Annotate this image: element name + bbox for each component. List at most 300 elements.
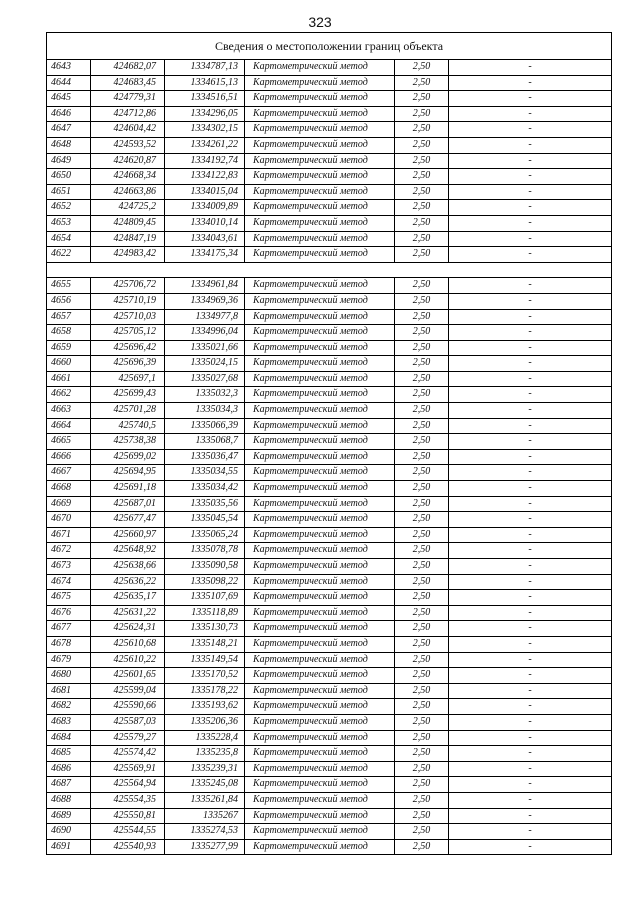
coord-y-cell: 1334015,04 xyxy=(165,184,245,200)
table-row xyxy=(47,340,612,356)
point-number-cell: 4650 xyxy=(47,169,91,185)
note-cell: - xyxy=(449,200,612,216)
coord-x-cell: 424620,87 xyxy=(91,153,165,169)
note-cell: - xyxy=(449,699,612,715)
point-number-cell: 4689 xyxy=(47,808,91,824)
table-row xyxy=(47,714,612,730)
note-cell: - xyxy=(449,683,612,699)
coord-x-cell: 425697,1 xyxy=(91,371,165,387)
point-number-cell: 4622 xyxy=(47,247,91,263)
method-cell: Картометрический метод xyxy=(245,683,395,699)
point-number-cell: 4691 xyxy=(47,839,91,855)
table-row xyxy=(47,512,612,528)
accuracy-cell: 2,50 xyxy=(395,714,449,730)
method-cell: Картометрический метод xyxy=(245,714,395,730)
accuracy-cell: 2,50 xyxy=(395,215,449,231)
note-cell: - xyxy=(449,839,612,855)
method-cell: Картометрический метод xyxy=(245,527,395,543)
point-number-cell: 4660 xyxy=(47,356,91,372)
table-row xyxy=(47,808,612,824)
method-cell: Картометрический метод xyxy=(245,621,395,637)
coord-y-cell: 1334787,13 xyxy=(165,60,245,76)
method-cell: Картометрический метод xyxy=(245,559,395,575)
table-title: Сведения о местоположении границ объекта xyxy=(47,33,612,60)
table-row xyxy=(47,215,612,231)
table-row xyxy=(47,792,612,808)
accuracy-cell: 2,50 xyxy=(395,574,449,590)
accuracy-cell: 2,50 xyxy=(395,309,449,325)
point-number-cell: 4646 xyxy=(47,106,91,122)
point-number-cell: 4662 xyxy=(47,387,91,403)
accuracy-cell: 2,50 xyxy=(395,75,449,91)
coord-x-cell: 425705,12 xyxy=(91,325,165,341)
table-row xyxy=(47,153,612,169)
table-row xyxy=(47,449,612,465)
coord-y-cell: 1335277,99 xyxy=(165,839,245,855)
coord-x-cell: 425660,97 xyxy=(91,527,165,543)
coord-x-cell: 425738,38 xyxy=(91,434,165,450)
method-cell: Картометрический метод xyxy=(245,153,395,169)
note-cell: - xyxy=(449,512,612,528)
table-row xyxy=(47,496,612,512)
table-row xyxy=(47,465,612,481)
coord-x-cell: 424712,86 xyxy=(91,106,165,122)
coord-x-cell: 425699,43 xyxy=(91,387,165,403)
method-cell: Картометрический метод xyxy=(245,636,395,652)
table-row xyxy=(47,231,612,247)
coord-x-cell: 425740,5 xyxy=(91,418,165,434)
note-cell: - xyxy=(449,496,612,512)
coord-y-cell: 1335239,31 xyxy=(165,761,245,777)
table-row xyxy=(47,590,612,606)
table-row xyxy=(47,559,612,575)
note-cell: - xyxy=(449,792,612,808)
note-cell: - xyxy=(449,91,612,107)
note-cell: - xyxy=(449,543,612,559)
table-row xyxy=(47,325,612,341)
table-row xyxy=(47,761,612,777)
accuracy-cell: 2,50 xyxy=(395,792,449,808)
note-cell: - xyxy=(449,325,612,341)
note-cell: - xyxy=(449,340,612,356)
table-row xyxy=(47,122,612,138)
method-cell: Картометрический метод xyxy=(245,418,395,434)
point-number-cell: 4680 xyxy=(47,668,91,684)
coord-y-cell: 1335118,89 xyxy=(165,605,245,621)
method-cell: Картометрический метод xyxy=(245,839,395,855)
method-cell: Картометрический метод xyxy=(245,231,395,247)
accuracy-cell: 2,50 xyxy=(395,652,449,668)
accuracy-cell: 2,50 xyxy=(395,371,449,387)
method-cell: Картометрический метод xyxy=(245,200,395,216)
note-cell: - xyxy=(449,231,612,247)
point-number-cell: 4656 xyxy=(47,293,91,309)
accuracy-cell: 2,50 xyxy=(395,465,449,481)
table-row xyxy=(47,403,612,419)
coord-x-cell: 425540,93 xyxy=(91,839,165,855)
point-number-cell: 4672 xyxy=(47,543,91,559)
coord-y-cell: 1335045,54 xyxy=(165,512,245,528)
point-number-cell: 4647 xyxy=(47,122,91,138)
coord-y-cell: 1335066,39 xyxy=(165,418,245,434)
accuracy-cell: 2,50 xyxy=(395,60,449,76)
method-cell: Картометрический метод xyxy=(245,730,395,746)
table-row xyxy=(47,356,612,372)
table-row xyxy=(47,777,612,793)
accuracy-cell: 2,50 xyxy=(395,824,449,840)
coord-x-cell: 425710,19 xyxy=(91,293,165,309)
method-cell: Картометрический метод xyxy=(245,340,395,356)
point-number-cell: 4657 xyxy=(47,309,91,325)
accuracy-cell: 2,50 xyxy=(395,730,449,746)
accuracy-cell: 2,50 xyxy=(395,418,449,434)
point-number-cell: 4654 xyxy=(47,231,91,247)
coord-y-cell: 1335034,3 xyxy=(165,403,245,419)
method-cell: Картометрический метод xyxy=(245,481,395,497)
coord-x-cell: 425638,66 xyxy=(91,559,165,575)
point-number-cell: 4668 xyxy=(47,481,91,497)
note-cell: - xyxy=(449,574,612,590)
note-cell: - xyxy=(449,652,612,668)
coord-y-cell: 1335034,55 xyxy=(165,465,245,481)
method-cell: Картометрический метод xyxy=(245,215,395,231)
point-number-cell: 4659 xyxy=(47,340,91,356)
coord-y-cell: 1334175,34 xyxy=(165,247,245,263)
coord-x-cell: 425687,01 xyxy=(91,496,165,512)
method-cell: Картометрический метод xyxy=(245,792,395,808)
coord-y-cell: 1335078,78 xyxy=(165,543,245,559)
point-number-cell: 4685 xyxy=(47,746,91,762)
note-cell: - xyxy=(449,808,612,824)
method-cell: Картометрический метод xyxy=(245,605,395,621)
method-cell: Картометрический метод xyxy=(245,668,395,684)
coord-y-cell: 1335149,54 xyxy=(165,652,245,668)
coord-y-cell: 1335178,22 xyxy=(165,683,245,699)
accuracy-cell: 2,50 xyxy=(395,200,449,216)
accuracy-cell: 2,50 xyxy=(395,559,449,575)
method-cell: Картометрический метод xyxy=(245,824,395,840)
coord-y-cell: 1334009,89 xyxy=(165,200,245,216)
method-cell: Картометрический метод xyxy=(245,184,395,200)
table-row xyxy=(47,434,612,450)
table-row xyxy=(47,527,612,543)
coord-y-cell: 1335024,15 xyxy=(165,356,245,372)
coord-y-cell: 1335034,42 xyxy=(165,481,245,497)
note-cell: - xyxy=(449,527,612,543)
table-row xyxy=(47,200,612,216)
point-number-cell: 4645 xyxy=(47,91,91,107)
note-cell: - xyxy=(449,106,612,122)
note-cell: - xyxy=(449,278,612,294)
table-row xyxy=(47,636,612,652)
note-cell: - xyxy=(449,668,612,684)
method-cell: Картометрический метод xyxy=(245,434,395,450)
note-cell: - xyxy=(449,418,612,434)
note-cell: - xyxy=(449,481,612,497)
method-cell: Картометрический метод xyxy=(245,75,395,91)
coord-y-cell: 1334516,51 xyxy=(165,91,245,107)
point-number-cell: 4682 xyxy=(47,699,91,715)
coord-x-cell: 425624,31 xyxy=(91,621,165,637)
accuracy-cell: 2,50 xyxy=(395,91,449,107)
point-number-cell: 4643 xyxy=(47,60,91,76)
table-row xyxy=(47,75,612,91)
coord-y-cell: 1335261,84 xyxy=(165,792,245,808)
accuracy-cell: 2,50 xyxy=(395,668,449,684)
table-row xyxy=(47,278,612,294)
accuracy-cell: 2,50 xyxy=(395,387,449,403)
method-cell: Картометрический метод xyxy=(245,449,395,465)
note-cell: - xyxy=(449,714,612,730)
note-cell: - xyxy=(449,730,612,746)
accuracy-cell: 2,50 xyxy=(395,481,449,497)
coord-y-cell: 1334969,36 xyxy=(165,293,245,309)
coord-x-cell: 425696,42 xyxy=(91,340,165,356)
accuracy-cell: 2,50 xyxy=(395,683,449,699)
coord-y-cell: 1335021,66 xyxy=(165,340,245,356)
note-cell: - xyxy=(449,403,612,419)
coord-y-cell: 1334302,15 xyxy=(165,122,245,138)
table-row xyxy=(47,824,612,840)
coord-x-cell: 425699,02 xyxy=(91,449,165,465)
point-number-cell: 4664 xyxy=(47,418,91,434)
method-cell: Картометрический метод xyxy=(245,699,395,715)
group-separator xyxy=(47,262,612,278)
method-cell: Картометрический метод xyxy=(245,137,395,153)
note-cell: - xyxy=(449,761,612,777)
accuracy-cell: 2,50 xyxy=(395,247,449,263)
accuracy-cell: 2,50 xyxy=(395,777,449,793)
method-cell: Картометрический метод xyxy=(245,574,395,590)
note-cell: - xyxy=(449,465,612,481)
note-cell: - xyxy=(449,122,612,138)
coord-y-cell: 1334996,04 xyxy=(165,325,245,341)
point-number-cell: 4674 xyxy=(47,574,91,590)
note-cell: - xyxy=(449,449,612,465)
coord-y-cell: 1335032,3 xyxy=(165,387,245,403)
point-number-cell: 4686 xyxy=(47,761,91,777)
note-cell: - xyxy=(449,60,612,76)
note-cell: - xyxy=(449,590,612,606)
method-cell: Картометрический метод xyxy=(245,761,395,777)
coord-y-cell: 1334043,61 xyxy=(165,231,245,247)
table-row xyxy=(47,371,612,387)
coord-x-cell: 425636,22 xyxy=(91,574,165,590)
method-cell: Картометрический метод xyxy=(245,543,395,559)
note-cell: - xyxy=(449,777,612,793)
coord-x-cell: 425631,22 xyxy=(91,605,165,621)
accuracy-cell: 2,50 xyxy=(395,137,449,153)
method-cell: Картометрический метод xyxy=(245,777,395,793)
accuracy-cell: 2,50 xyxy=(395,590,449,606)
note-cell: - xyxy=(449,247,612,263)
point-number-cell: 4655 xyxy=(47,278,91,294)
point-number-cell: 4690 xyxy=(47,824,91,840)
table-row xyxy=(47,309,612,325)
table-row xyxy=(47,481,612,497)
note-cell: - xyxy=(449,434,612,450)
coord-y-cell: 1334296,05 xyxy=(165,106,245,122)
coord-x-cell: 424779,31 xyxy=(91,91,165,107)
coord-y-cell: 1335274,53 xyxy=(165,824,245,840)
boundary-coordinates-table xyxy=(46,32,612,855)
table-title-row xyxy=(47,33,612,60)
accuracy-cell: 2,50 xyxy=(395,808,449,824)
coord-x-cell: 425590,66 xyxy=(91,699,165,715)
coord-x-cell: 424668,34 xyxy=(91,169,165,185)
method-cell: Картометрический метод xyxy=(245,387,395,403)
method-cell: Картометрический метод xyxy=(245,169,395,185)
accuracy-cell: 2,50 xyxy=(395,153,449,169)
coord-x-cell: 425544,55 xyxy=(91,824,165,840)
point-number-cell: 4666 xyxy=(47,449,91,465)
coord-x-cell: 425710,03 xyxy=(91,309,165,325)
table-row xyxy=(47,683,612,699)
method-cell: Картометрический метод xyxy=(245,403,395,419)
coord-y-cell: 1334977,8 xyxy=(165,309,245,325)
point-number-cell: 4661 xyxy=(47,371,91,387)
table-row xyxy=(47,387,612,403)
accuracy-cell: 2,50 xyxy=(395,496,449,512)
coord-x-cell: 424682,07 xyxy=(91,60,165,76)
point-number-cell: 4687 xyxy=(47,777,91,793)
coord-y-cell: 1335170,52 xyxy=(165,668,245,684)
method-cell: Картометрический метод xyxy=(245,247,395,263)
note-cell: - xyxy=(449,621,612,637)
table-row xyxy=(47,746,612,762)
coord-y-cell: 1335027,68 xyxy=(165,371,245,387)
coord-x-cell: 425610,68 xyxy=(91,636,165,652)
coord-x-cell: 425554,35 xyxy=(91,792,165,808)
accuracy-cell: 2,50 xyxy=(395,434,449,450)
coord-y-cell: 1334615,13 xyxy=(165,75,245,91)
point-number-cell: 4684 xyxy=(47,730,91,746)
note-cell: - xyxy=(449,371,612,387)
method-cell: Картометрический метод xyxy=(245,278,395,294)
coord-y-cell: 1335267 xyxy=(165,808,245,824)
table-row xyxy=(47,730,612,746)
accuracy-cell: 2,50 xyxy=(395,122,449,138)
coord-x-cell: 425694,95 xyxy=(91,465,165,481)
accuracy-cell: 2,50 xyxy=(395,636,449,652)
table-row xyxy=(47,106,612,122)
coord-y-cell: 1335206,36 xyxy=(165,714,245,730)
coord-x-cell: 425635,17 xyxy=(91,590,165,606)
method-cell: Картометрический метод xyxy=(245,808,395,824)
table-row xyxy=(47,621,612,637)
accuracy-cell: 2,50 xyxy=(395,169,449,185)
method-cell: Картометрический метод xyxy=(245,590,395,606)
coord-x-cell: 424809,45 xyxy=(91,215,165,231)
point-number-cell: 4663 xyxy=(47,403,91,419)
coord-x-cell: 425701,28 xyxy=(91,403,165,419)
point-number-cell: 4658 xyxy=(47,325,91,341)
coord-x-cell: 424983,42 xyxy=(91,247,165,263)
coord-x-cell: 425648,92 xyxy=(91,543,165,559)
method-cell: Картометрический метод xyxy=(245,325,395,341)
accuracy-cell: 2,50 xyxy=(395,746,449,762)
table-row xyxy=(47,293,612,309)
table-row xyxy=(47,668,612,684)
note-cell: - xyxy=(449,559,612,575)
accuracy-cell: 2,50 xyxy=(395,699,449,715)
note-cell: - xyxy=(449,169,612,185)
method-cell: Картометрический метод xyxy=(245,652,395,668)
coord-x-cell: 424663,86 xyxy=(91,184,165,200)
note-cell: - xyxy=(449,605,612,621)
accuracy-cell: 2,50 xyxy=(395,325,449,341)
coord-x-cell: 425550,81 xyxy=(91,808,165,824)
table-row xyxy=(47,247,612,263)
note-cell: - xyxy=(449,309,612,325)
coord-y-cell: 1334192,74 xyxy=(165,153,245,169)
point-number-cell: 4681 xyxy=(47,683,91,699)
note-cell: - xyxy=(449,636,612,652)
point-number-cell: 4653 xyxy=(47,215,91,231)
coord-x-cell: 425601,65 xyxy=(91,668,165,684)
coord-y-cell: 1335245,08 xyxy=(165,777,245,793)
page-number: 323 xyxy=(308,14,332,30)
method-cell: Картометрический метод xyxy=(245,746,395,762)
coord-x-cell: 425696,39 xyxy=(91,356,165,372)
method-cell: Картометрический метод xyxy=(245,512,395,528)
accuracy-cell: 2,50 xyxy=(395,403,449,419)
coord-y-cell: 1335228,4 xyxy=(165,730,245,746)
method-cell: Картометрический метод xyxy=(245,309,395,325)
accuracy-cell: 2,50 xyxy=(395,106,449,122)
note-cell: - xyxy=(449,153,612,169)
coord-x-cell: 425579,27 xyxy=(91,730,165,746)
point-number-cell: 4676 xyxy=(47,605,91,621)
accuracy-cell: 2,50 xyxy=(395,356,449,372)
table-row xyxy=(47,418,612,434)
point-number-cell: 4670 xyxy=(47,512,91,528)
coord-y-cell: 1334261,22 xyxy=(165,137,245,153)
table-row xyxy=(47,605,612,621)
method-cell: Картометрический метод xyxy=(245,91,395,107)
note-cell: - xyxy=(449,293,612,309)
accuracy-cell: 2,50 xyxy=(395,543,449,559)
point-number-cell: 4671 xyxy=(47,527,91,543)
coord-y-cell: 1335035,56 xyxy=(165,496,245,512)
point-number-cell: 4679 xyxy=(47,652,91,668)
coord-y-cell: 1335148,21 xyxy=(165,636,245,652)
method-cell: Картометрический метод xyxy=(245,356,395,372)
coord-y-cell: 1335065,24 xyxy=(165,527,245,543)
point-number-cell: 4669 xyxy=(47,496,91,512)
accuracy-cell: 2,50 xyxy=(395,512,449,528)
coord-x-cell: 424847,19 xyxy=(91,231,165,247)
table-row xyxy=(47,137,612,153)
coord-y-cell: 1335130,73 xyxy=(165,621,245,637)
table-row xyxy=(47,91,612,107)
accuracy-cell: 2,50 xyxy=(395,839,449,855)
coord-y-cell: 1335235,8 xyxy=(165,746,245,762)
point-number-cell: 4667 xyxy=(47,465,91,481)
note-cell: - xyxy=(449,387,612,403)
point-number-cell: 4665 xyxy=(47,434,91,450)
coord-y-cell: 1335107,69 xyxy=(165,590,245,606)
coord-x-cell: 424604,42 xyxy=(91,122,165,138)
method-cell: Картометрический метод xyxy=(245,371,395,387)
coord-y-cell: 1334961,84 xyxy=(165,278,245,294)
coord-x-cell: 425677,47 xyxy=(91,512,165,528)
coord-x-cell: 425574,42 xyxy=(91,746,165,762)
point-number-cell: 4651 xyxy=(47,184,91,200)
coord-x-cell: 425569,91 xyxy=(91,761,165,777)
table-row xyxy=(47,543,612,559)
table-row xyxy=(47,184,612,200)
